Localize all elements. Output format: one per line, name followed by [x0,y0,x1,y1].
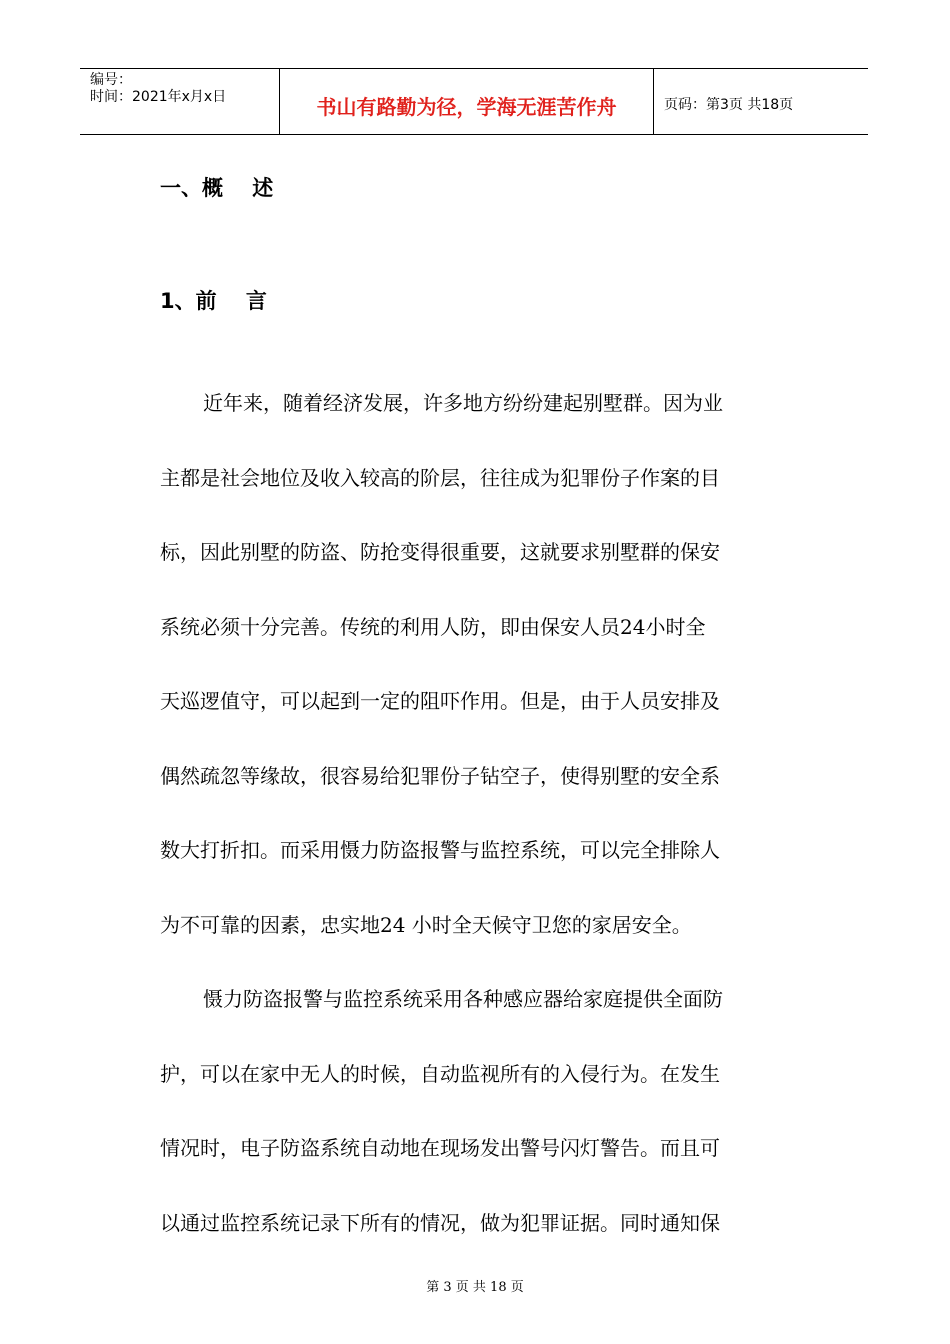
document-number-label: 编号： [90,72,132,88]
body-text [160,366,785,1260]
paragraph-line: 偶然疏忽等缘故，很容易给犯罪份子钻空子，使得别墅的安全系 [160,763,720,788]
paragraph-line: 数大打折扣。而采用慑力防盗报警与监控系统，可以完全排除人 [160,838,720,862]
paragraph-line: 系统必须十分完善。传统的利用人防，即由保安人员24小时全 [160,614,706,639]
paragraph-line: 慑力防盗报警与监控系统采用各种感应器给家庭提供全面防 [203,987,723,1011]
paragraph-line: 近年来，随着经济发展，许多地方纷纷建起别墅群。因为业 [203,391,723,415]
header-page-info: 页码：第3页 共18页 [664,96,794,113]
page-footer: 第 3 页 共 18 页 [426,1280,524,1295]
subsection-title: 1、前 言 [160,289,267,313]
paragraph-line: 为不可靠的因素，忠实地24 小时全天候守卫您的家居安全。 [160,912,692,937]
section-title: 一、概 述 [160,176,274,200]
header-motto: 书山有路勤为径，学海无涯苦作舟 [280,69,654,134]
header-meta [80,69,280,134]
page-header [80,68,868,135]
paragraph-line: 标，因此别墅的防盗、防抢变得很重要，这就要求别墅群的保安 [160,540,720,564]
paragraph-line: 主都是社会地位及收入较高的阶层，往往成为犯罪份子作案的目 [160,465,720,490]
paragraph-line: 以通过监控系统记录下所有的情况，做为犯罪证据。同时通知保 [160,1210,720,1235]
document-time-label: 时间：2021年x月x日 [90,89,227,105]
paragraph-line: 天巡逻值守，可以起到一定的阻吓作用。但是，由于人员安排及 [160,689,720,713]
paragraph-line: 护，可以在家中无人的时候，自动监视所有的入侵行为。在发生 [160,1061,720,1086]
paragraph-line: 情况时，电子防盗系统自动地在现场发出警号闪灯警告。而且可 [160,1136,720,1160]
